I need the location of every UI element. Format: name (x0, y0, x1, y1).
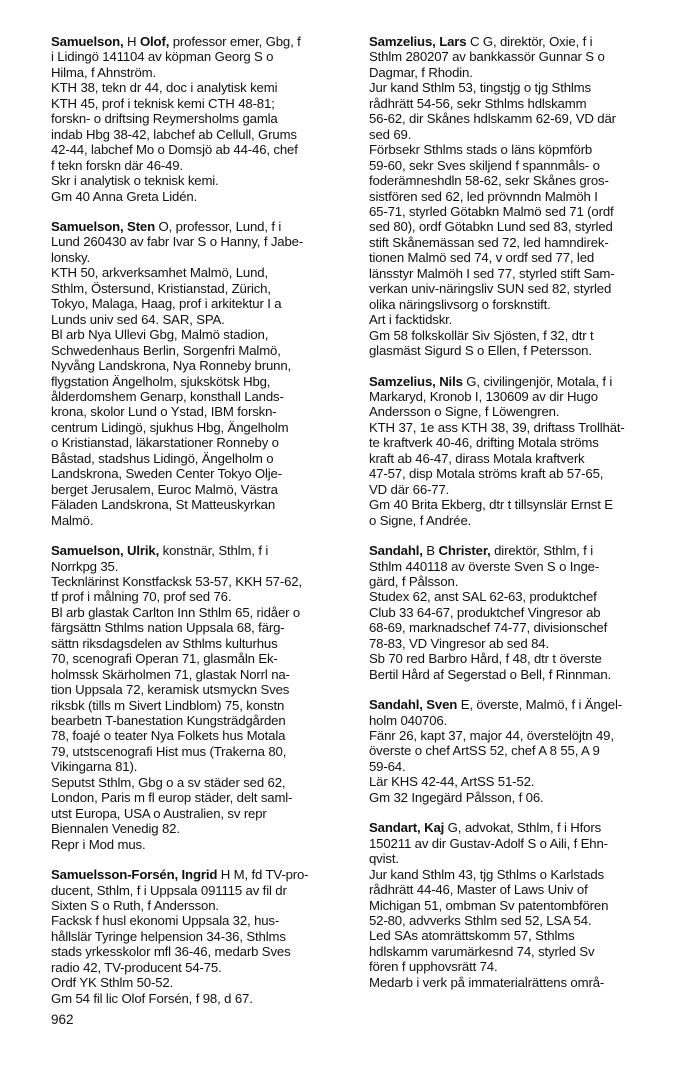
entry-line: 78, foajé o teater Nya Folkets hus Motala (51, 728, 286, 744)
entry-given-name: Kaj (424, 820, 445, 836)
entry-line: Hilma, f Ahnström. (51, 64, 157, 80)
entry-line: Sthlm 440118 av överste Sven S o Inge- (369, 558, 600, 574)
entry-line: hdlskamm varumärkesnd 74, styrled Sv (369, 943, 595, 959)
entry-line: gärd, f Pålsson. (369, 573, 459, 589)
entry-line (369, 374, 665, 389)
entry-given-name: Ingrid (181, 867, 218, 883)
entry-line: stads yrkesskolor mfl 36-46, medarb Sves (51, 944, 291, 960)
entry-line: KTH 50, arkverksamhet Malmö, Lund, (51, 265, 268, 281)
column-right (369, 34, 665, 1005)
entry-line: indab Hbg 38-42, labchef ab Cellull, Grums (51, 126, 297, 142)
entry-surname: Sandart, (369, 820, 421, 836)
biography-entry (51, 34, 353, 204)
entry-line: sed 80), ordf Götabkn Lund sed 83, styrled (369, 219, 613, 235)
entry-line: 59-60, sekr Sves skiljend f spannmåls- o (369, 157, 600, 173)
entry-line: Jur kand Sthlm 53, tingstjg o tjg Sthlms (369, 80, 591, 96)
entry-line: forskn- o driftsing Reymersholms gamla (51, 111, 278, 127)
entry-line: VD där 66-77. (369, 481, 450, 497)
entry-line: Tokyo, Malaga, Haag, prof i arkitektur I a (51, 296, 282, 312)
entry-line: Gm 32 Ingegärd Pålsson, f 06. (369, 789, 544, 805)
entry-line: överste o chef ArtSS 52, chef A 8 55, A 9 (369, 743, 600, 759)
entry-line: flygstation Ängelholm, sjukskötsk Hbg, (51, 373, 271, 389)
entry-line: Art i facktidskr. (369, 312, 453, 328)
entry-line: Club 33 64-67, produktchef Vingresor ab (369, 604, 601, 620)
entry-line: 52-80, advverks Sthlm sed 52, LSA 54. (369, 913, 592, 929)
entry-line: rådhrätt 44-46, Master of Laws Univ of (369, 882, 588, 898)
entry-line (369, 34, 665, 49)
entry-line: Fäladen Landskrona, St Matteuskyrkan (51, 497, 276, 513)
entry-surname: Samzelius, (369, 34, 436, 49)
entry-line: bearbetn T-banestation Kungsträdgården (51, 713, 286, 729)
entry-line: Gm 54 fil lic Olof Forsén, f 98, d 67. (51, 990, 253, 1006)
entry-line: Landskrona, Sweden Center Tokyo Olje- (51, 466, 282, 482)
biography-entry (369, 543, 665, 682)
entry-line: centrum Lidingö, sjukhus Hbg, Ängelholm (51, 419, 289, 435)
entry-line: färgsättn Sthlms nation Uppsala 68, färg- (51, 620, 285, 636)
entry-line: KTH 37, 1e ass KTH 38, 39, driftass Trollhät- (369, 419, 625, 435)
entry-line: 56-62, dir Skånes hdlskamm 62-69, VD där (369, 111, 616, 127)
biography-entry (369, 820, 665, 990)
entry-text: C G, direktör, Oxie, f i (466, 34, 593, 49)
entry-line: 59-64. (369, 758, 406, 774)
entry-line: rådhrätt 54-56, sekr Sthlms hdlskamm (369, 95, 587, 111)
entry-text: direktör, Sthlm, f i (490, 543, 593, 559)
entry-line: o Signe, f Andrée. (369, 512, 472, 528)
entry-line: utst Europa, USA o Australien, sv repr (51, 805, 267, 821)
entry-line: te kraftverk 40-46, drifting Motala ströms (369, 435, 599, 451)
biography-entry (51, 219, 353, 528)
entry-line: foderämneshdln 58-62, sekr Skånes gros- (369, 173, 609, 189)
entry-line: Nyvång Landskrona, Nya Ronneby brunn, (51, 358, 292, 374)
entry-line: Tecknlärinst Konstfacksk 53-57, KKH 57-62, (51, 573, 302, 589)
entry-line (369, 697, 665, 712)
entry-given-name: Olof, (139, 34, 170, 49)
entry-given-name: Nils (439, 373, 463, 389)
biography-entry (369, 34, 665, 359)
entry-line: 150211 av dir Gustav-Adolf S o Aili, f Ehn- (369, 835, 608, 851)
entry-line: Norrkpg 35. (51, 558, 119, 574)
entry-line: Sb 70 red Barbro Hård, f 48, dtr t överste (369, 651, 602, 667)
entry-line: Dagmar, f Rhodin. (369, 64, 473, 80)
entry-surname: Samuelsson-Forsén, (51, 867, 179, 883)
entry-line: qvist. (369, 851, 399, 867)
entry-line: 68-69, marknadschef 74-77, divisionschef (369, 620, 608, 636)
entry-line: glasmäst Sigurd S o Ellen, f Petersson. (369, 343, 592, 359)
entry-line: Bl arb glastak Carlton Inn Sthlm 65, ridåer o (51, 604, 301, 620)
entry-line (369, 820, 665, 835)
entry-given-name: Christer, (438, 543, 491, 559)
entry-line: Gm 40 Brita Ekberg, dtr t tillsynslär Ernst E (369, 497, 613, 513)
entry-line: Gm 40 Anna Greta Lidén. (51, 188, 198, 204)
entry-line: Led SAs atomrättskomm 57, Sthlms (369, 928, 575, 944)
entry-line: kraft ab 46-47, dirass Motala kraftverk (369, 450, 585, 466)
entry-line: holmssk Skärholmen 71, glastak Norrl na- (51, 666, 290, 682)
entry-line: Jur kand Sthlm 43, tjg Sthlms o Karlstads (369, 866, 604, 882)
entry-line: sed 69. (369, 126, 412, 142)
entry-text: konstnär, Sthlm, f i (159, 543, 269, 559)
entry-line: 47-57, disp Motala ströms kraft ab 57-65, (369, 466, 604, 482)
entry-line: Facksk f husl ekonomi Uppsala 32, hus- (51, 913, 280, 929)
biography-entry (369, 697, 665, 805)
entry-line: sistfören sed 62, led prövnndn Malmöh I (369, 188, 598, 204)
entry-line: Sthlm 280207 av bankkassör Gunnar S o (369, 49, 605, 65)
entry-line: Båstad, stadshus Lidingö, Ängelholm o (51, 450, 274, 466)
entry-given-name: Ulrik, (127, 543, 160, 559)
entry-line: riksbk (tills m Sivert Lindblom) 75, konstn (51, 697, 285, 713)
entry-line: 79, utstscenografi Hist mus (Trakerna 80, (51, 743, 287, 759)
entry-surname: Samuelson, (51, 543, 124, 559)
entry-line: Malmö. (51, 512, 94, 528)
entry-line: hållslär Tyringe helpension 34-36, Sthlms (51, 928, 286, 944)
entry-line: London, Paris m fl europ städer, delt saml- (51, 790, 293, 806)
entry-line: o Kristianstad, läkarstationer Ronneby o (51, 435, 279, 451)
entry-line: fören f upphovsrätt 74. (369, 959, 498, 975)
entry-line: Lär KHS 42-44, ArtSS 51-52. (369, 774, 535, 790)
entry-line: olika näringslivsorg o forsknstift. (369, 296, 551, 312)
entry-line: lonsky. (51, 249, 91, 265)
entry-line (51, 543, 353, 558)
biography-entry (369, 374, 665, 529)
entry-text: E, överste, Malmö, f i Ängel- (457, 697, 623, 713)
entry-line: Repr i Mod mus. (51, 836, 146, 852)
entry-text: O, professor, Lund, f i (155, 218, 282, 234)
entry-line: berget Jerusalem, Euroc Malmö, Västra (51, 481, 278, 497)
entry-surname: Samzelius, (369, 373, 436, 389)
entry-line (51, 867, 353, 882)
entry-line: Markaryd, Kronob I, 130609 av dir Hugo (369, 388, 598, 404)
entry-middle-name: B (422, 543, 439, 559)
entry-surname: Sandahl, (369, 697, 423, 713)
entry-line: 65-71, styrled Götabkn Malmö sed 71 (ordf (369, 203, 614, 219)
entry-line: Lund 260430 av fabr Ivar S o Hanny, f Jabe- (51, 234, 304, 250)
entry-line: tion Uppsala 72, keramisk utsmyckn Sves (51, 682, 290, 698)
entry-line: Sixten S o Ruth, f Andersson. (51, 898, 219, 914)
entry-line (51, 34, 353, 49)
entry-line: holm 040706. (369, 712, 448, 728)
entry-line: KTH 45, prof i teknisk kemi CTH 48-81; (51, 95, 275, 111)
entry-line (51, 219, 353, 234)
entry-line: Seputst Sthlm, Gbg o a sv städer sed 62, (51, 774, 286, 790)
entry-line: Bertil Hård af Segerstad o Bell, f Rinnman. (369, 666, 612, 682)
entry-line: Michigan 51, ombman Sv patentombfören (369, 897, 609, 913)
entry-line: i Lidingö 141104 av köpman Georg S o (51, 49, 274, 65)
entry-line: Bl arb Nya Ullevi Gbg, Malmö stadion, (51, 327, 269, 343)
entry-given-name: Sven (426, 697, 458, 713)
entry-line: KTH 38, tekn dr 44, doc i analytisk kemi (51, 80, 278, 96)
entry-line: Schwedenhaus Berlin, Sorgenfri Malmö, (51, 342, 281, 358)
entry-line: Ordf YK Sthlm 50-52. (51, 975, 174, 991)
entry-given-name: Lars (439, 34, 467, 49)
entry-line: stift Skånemässan sed 72, led hamndirek- (369, 234, 609, 250)
entry-text: H M, fd TV-pro- (217, 867, 309, 883)
entry-line: Gm 58 folkskollär Siv Sjösten, f 32, dtr t (369, 327, 594, 343)
entry-line: ducent, Sthlm, f i Uppsala 091115 av fil dr (51, 882, 287, 898)
entry-line: länsstyr Malmöh I sed 77, styrled stift Sam- (369, 265, 615, 281)
entry-line: Skr i analytisk o teknisk kemi. (51, 173, 219, 189)
biography-entry (51, 543, 353, 852)
page-number: 962 (51, 1012, 74, 1027)
entry-line: Lunds univ sed 64. SAR, SPA. (51, 311, 225, 327)
entry-line (369, 543, 665, 558)
entry-line: 70, scenografi Operan 71, glasmåln Ek- (51, 651, 278, 667)
entry-given-name: Sten (127, 218, 156, 234)
entry-line: Förbsekr Sthlms stads o läns köpmförb (369, 142, 593, 158)
entry-line: Vikingarna 81). (51, 759, 138, 775)
entry-surname: Samuelson, (51, 34, 124, 49)
entry-line: Sthlm, Östersund, Kristianstad, Zürich, (51, 280, 271, 296)
entry-line: Studex 62, anst SAL 62-63, produktchef (369, 589, 597, 605)
entry-text: G, civilingenjör, Motala, f i (462, 373, 613, 389)
entry-line: ålderdomshem Genarp, konsthall Lands- (51, 388, 284, 404)
entry-line: 78-83, VD Vingresor ab sed 84. (369, 635, 549, 651)
entry-line: Medarb i verk på immaterialrättens områ- (369, 974, 605, 990)
entry-line: tionen Malmö sed 74, v ordf sed 77, led (369, 250, 595, 266)
entry-text: G, advokat, Sthlm, f i Hfors (444, 820, 602, 836)
biography-entry (51, 867, 353, 1006)
entry-line: 42-44, labchef Mo o Domsjö ab 44-46, chef (51, 142, 298, 158)
entry-surname: Sandahl, (369, 543, 423, 559)
entry-surname: Samuelson, (51, 218, 124, 234)
entry-line: tf prof i målning 70, prof sed 76. (51, 589, 232, 605)
entry-line: radio 42, TV-producent 54-75. (51, 959, 222, 975)
entry-middle-name: H (123, 34, 140, 49)
entry-line: verkan univ-näringsliv SUN sed 82, styrled (369, 281, 612, 297)
entry-line: Fänr 26, kapt 37, major 44, överstelöjtn 49, (369, 728, 614, 744)
entry-text: professor emer, Gbg, f (169, 34, 301, 49)
entry-line: Biennalen Venedig 82. (51, 821, 180, 837)
entry-line: sättn riksdagsdelen av Sthlms kulturhus (51, 635, 278, 651)
entry-line: f tekn forskn där 46-49. (51, 157, 184, 173)
entry-line: Andersson o Signe, f Löwengren. (369, 404, 560, 420)
entry-line: krona, skolor Lund o Ystad, IBM forskn- (51, 404, 277, 420)
column-left (51, 34, 353, 1021)
